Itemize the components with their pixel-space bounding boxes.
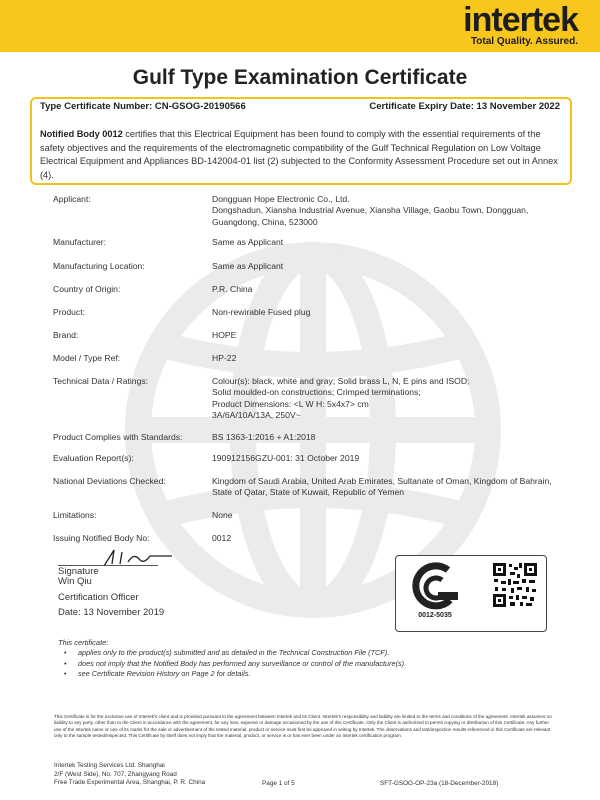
field-label: Applicant: (53, 194, 91, 204)
field-value: Same as Applicant (212, 261, 284, 271)
footer-address (54, 762, 205, 788)
field-label: Model / Type Ref: (53, 353, 121, 363)
field-value: Kingdom of Saudi Arabia, United Arab Emirates, Sultanate of Oman, Kingdom of Bahrain, State of Qatar, State of Kuwait, Republic of Yemen (212, 476, 552, 498)
certificate-intro (40, 128, 558, 182)
footer-line-1: Intertek Testing Services Ltd. Shanghai (54, 762, 165, 769)
field-label: Limitations: (53, 510, 97, 520)
certificate-expiry: Certificate Expiry Date: 13 November 2022 (369, 101, 560, 112)
logo-tagline: Total Quality. Assured. (470, 36, 578, 47)
list-item-text: see Certificate Revision History on Page 2 for details. (78, 669, 251, 678)
list-item-text: does not imply that the Notified Body has performed any surveillance or control of the manufacture(s). (78, 658, 407, 668)
field-value: HP-22 (212, 353, 237, 363)
field-value: BS 1363-1:2016 + A1:2018 (212, 432, 316, 442)
list-item (64, 669, 558, 680)
field-value: Dongguan Hope Electronic Co., Ltd. Dongshadun, Xiansha Industrial Avenue, Xiansha Village, Gaobu Town, Dongguan, Guangdong, China, 523000 (212, 194, 529, 227)
this-certificate-heading: This certificate: (58, 638, 109, 647)
field-label: National Deviations Checked: (53, 476, 166, 486)
field-value: HOPE (212, 330, 237, 340)
list-item-text: applies only to the product(s) submitted and as detailed in the Technical Construction File (TCF). (78, 648, 390, 657)
field-value: P.R. China (212, 284, 253, 294)
signatory-role: Certification Officer (58, 592, 139, 603)
signature-date: Date: 13 November 2019 (58, 607, 165, 618)
this-certificate-list (64, 648, 558, 680)
field-label: Product: (53, 307, 86, 317)
field-value: Colour(s): black, white and gray; Solid brass L, N, E pins and ISOD; Solid moulded-on constructions; Crimped terminations; Product Dimensions: <L W H: 5x4x7> cm 3A/6A/10A/13A, 250V~ (212, 376, 470, 420)
intertek-logo (463, 2, 578, 47)
logo-wordmark: intertek (463, 1, 578, 39)
field-label: Country of Origin: (53, 284, 121, 294)
qr-code-icon (492, 562, 538, 608)
field-value: 190912156GZU-001: 31 October 2019 (212, 453, 360, 463)
certification-mark-box (395, 555, 547, 632)
page-number: Page 1 of 5 (262, 780, 295, 787)
field-label: Issuing Notified Body No: (53, 533, 150, 543)
form-reference: SFT-GSOG-OP-23a (18-December-2018) (380, 780, 499, 787)
signature-label: Signature (58, 566, 99, 577)
legal-disclaimer: This Certificate is for the exclusive use of Intertek's client and is provided pursuant to the agreement between Intertek and its Client. Intertek's responsibility and liability are limited to the terms and conditions of the agreement. Intertek assumes no liability to any party, other than to the Client in accordance with the agreement, for any loss, expense or damage occasioned by the use of this Certificate. Only the Client is authorized to permit copying or distribution of this Certificate. Any further use of the Intertek name or one of its marks for the sale or advertisement of the tested material, product or service must first be approved in writing by Intertek. The observations and test/inspection results referenced in this Certificate are relevant only to the sample tested/inspected. This Certificate by itself does not imply that the material, product, or service is or has ever been under an Intertek certification program. (54, 714, 552, 739)
field-value: Same as Applicant (212, 237, 284, 247)
footer-line-3: Free Trade Experimental Area, Shanghai, P. R. China (54, 779, 206, 786)
bullet-icon: • (64, 648, 67, 657)
page-title: Gulf Type Examination Certificate (132, 66, 468, 89)
field-label: Evaluation Report(s): (53, 453, 134, 463)
list-item (64, 658, 558, 670)
field-label: Brand: (53, 330, 79, 340)
field-value: None (212, 510, 233, 520)
field-value: 0012 (212, 533, 232, 543)
field-label: Manufacturing Location: (53, 261, 145, 271)
field-value: Non-rewirable Fused plug (212, 307, 311, 317)
footer-line-2: 2/F (West Side), No. 707, Zhangyang Road (54, 770, 177, 778)
field-label: Manufacturer: (53, 237, 107, 247)
mark-code: 0012-5035 (418, 612, 452, 619)
gso-mark-icon (408, 562, 464, 610)
list-item (64, 648, 558, 659)
notified-body: Notified Body 0012 (40, 129, 123, 139)
bullet-icon: • (64, 658, 67, 668)
certificate-number: Type Certificate Number: CN-GSOG-20190566 (40, 101, 246, 112)
signatory-name: Win Qiu (58, 576, 92, 587)
intro-text: certifies that this Electrical Equipment has been found to comply with the essential requirements of the safety objectives and the requirements of the electromagnetic compatibility of the Gulf Technical Regulation on Low Voltage Electrical Equipment and Appliances BD-142004-01 list (2) subjected to the Conformity Assessment Procedure set out in Annex (4). (40, 129, 558, 180)
field-label: Product Complies with Standards: (53, 432, 183, 442)
bullet-icon: • (64, 669, 67, 678)
field-label: Technical Data / Ratings: (53, 376, 149, 386)
